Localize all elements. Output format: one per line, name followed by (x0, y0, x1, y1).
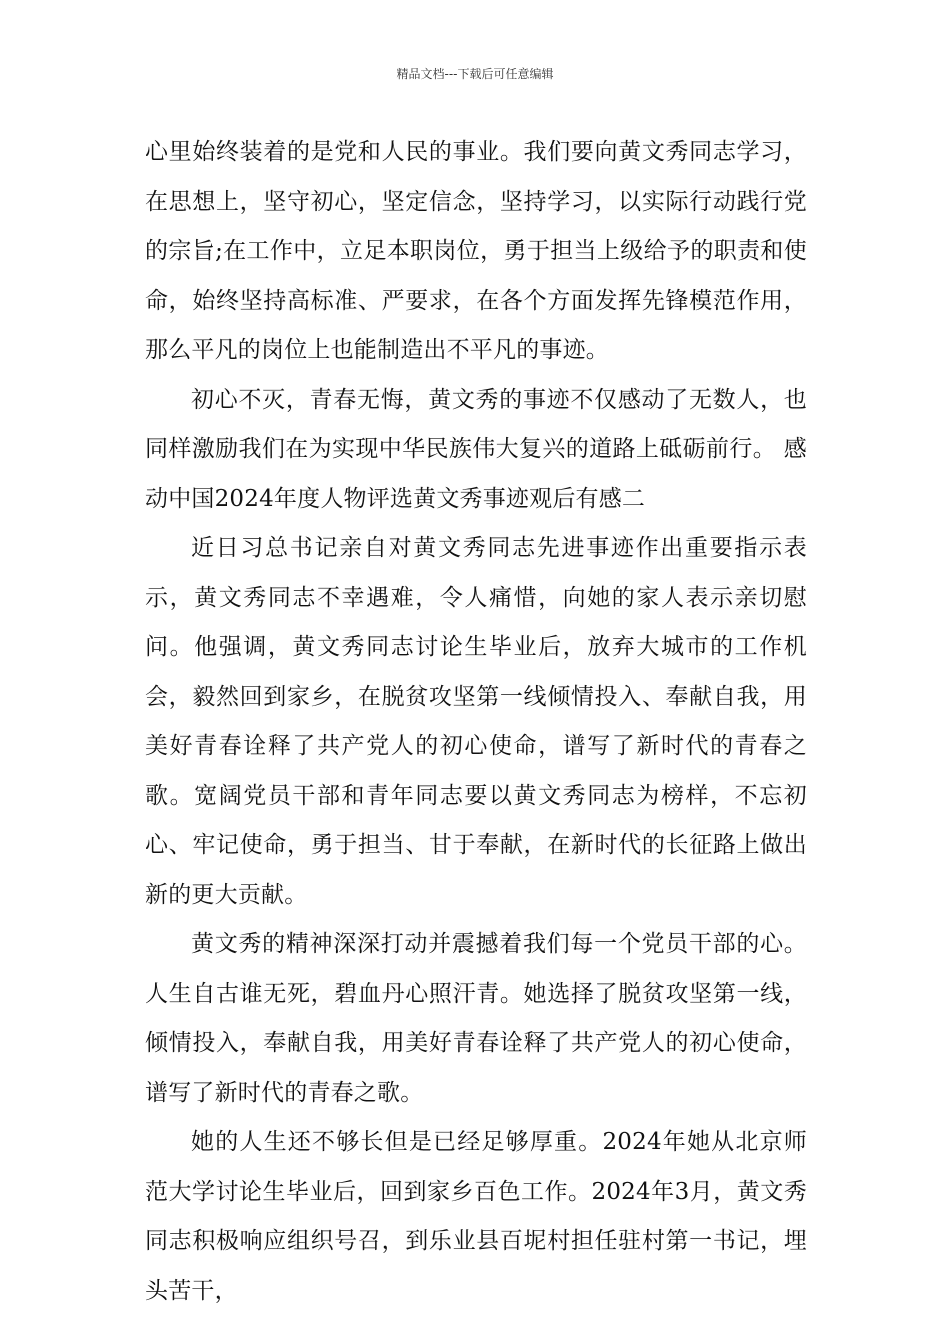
paragraph-3: 近日习总书记亲自对黄文秀同志先进事迹作出重要指示表示，黄文秀同志不幸遇难，令人痛惜，向她的家人表示亲切慰问。他强调，黄文秀同志讨论生毕业后，放弃大城市的工作机会，毅然回到家乡，在脱贫攻坚第一线倾情投入、奉献自我，用美好青春诠释了共产党人的初心使命，谱写了新时代的青春之歌。宽阔党员干部和青年同志要以黄文秀同志为榜样，不忘初心、牢记使命，勇于担当、甘于奉献，在新时代的长征路上做出新的更大贡献。 (145, 535, 807, 908)
page-header: 精品文档---下载后可任意编辑 (396, 67, 554, 81)
document-body (145, 128, 807, 1316)
paragraph-2: 初心不灭，青春无悔，黄文秀的事迹不仅感动了无数人，也同样激励我们在为实现中华民族伟大复兴的道路上砥砺前行。 感动中国2024年度人物评选黄文秀事迹观后有感二 (145, 386, 807, 512)
paragraph-continuation: 心里始终装着的是党和人民的事业。我们要向黄文秀同志学习，在思想上，坚守初心，坚定信念，坚持学习，以实际行动践行党的宗旨;在工作中，立足本职岗位，勇于担当上级给予的职责和使命，始终坚持高标准、严要求，在各个方面发挥先锋模范作用，那么平凡的岗位上也能制造出不平凡的事迹。 (145, 139, 807, 363)
paragraph-4: 黄文秀的精神深深打动并震撼着我们每一个党员干部的心。人生自古谁无死，碧血丹心照汗青。她选择了脱贫攻坚第一线，倾情投入，奉献自我，用美好青春诠释了共产党人的初心使命，谱写了新时代的青春之歌。 (145, 931, 807, 1106)
paragraph-5: 她的人生还不够长但是已经足够厚重。2024年她从北京师范大学讨论生毕业后，回到家乡百色工作。2024年3月，黄文秀同志积极响应组织号召，到乐业县百坭村担任驻村第一书记，埋头苦干， (145, 1129, 807, 1304)
